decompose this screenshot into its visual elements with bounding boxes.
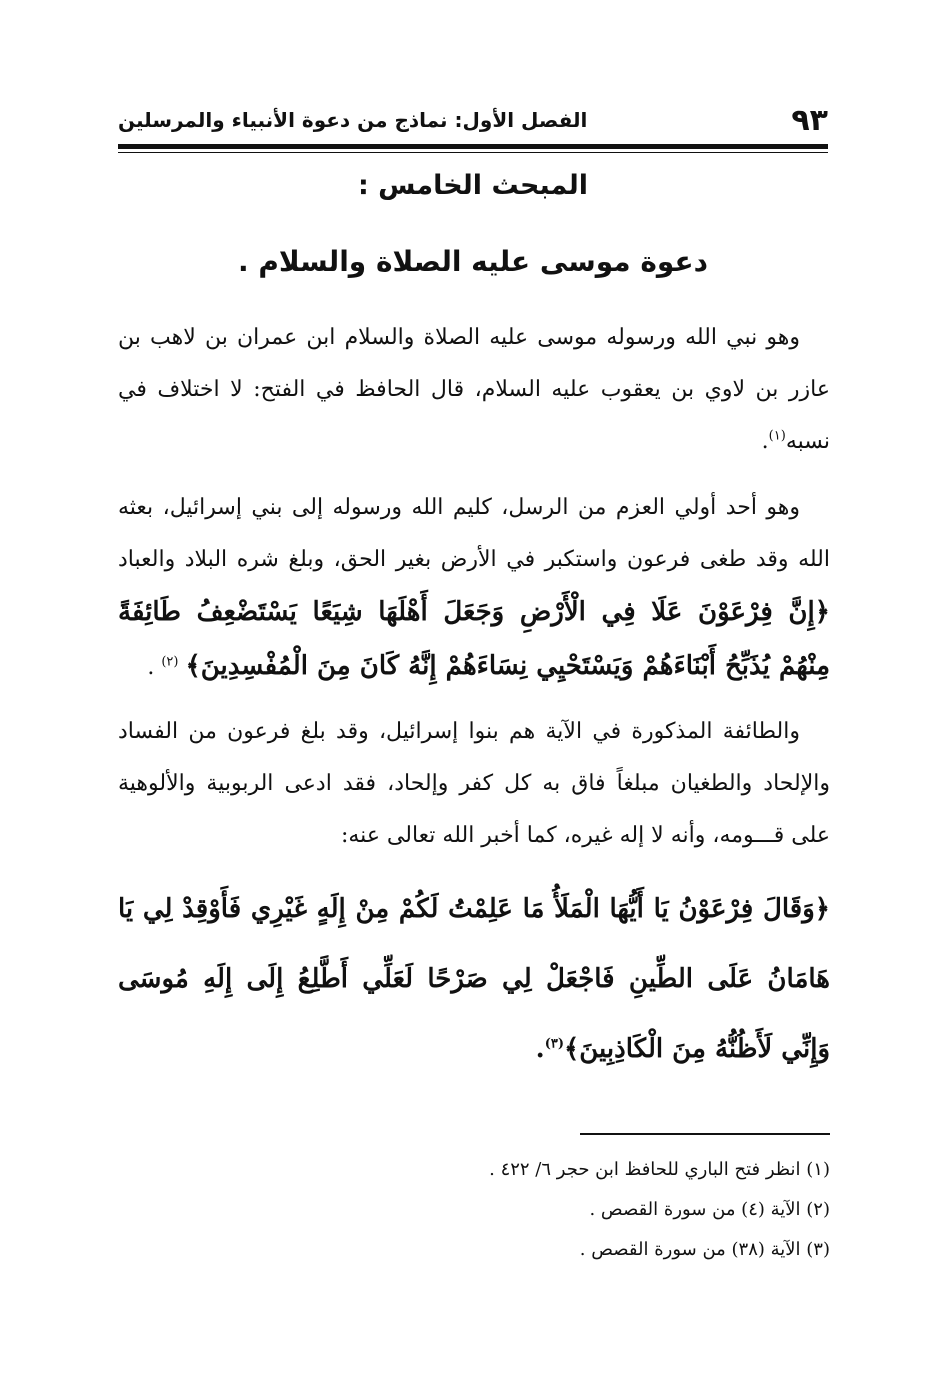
- header-rule-thin: [118, 152, 828, 153]
- quran-verse-block: [118, 874, 830, 1084]
- paragraph-mission: [118, 482, 830, 694]
- sentence-end: .: [147, 655, 155, 680]
- footnote-2: (٢) الآية (٤) من سورة القصص .: [589, 1199, 830, 1220]
- paragraph-lineage: [118, 312, 830, 468]
- paragraph-text: وهو نبي الله ورسوله موسى عليه الصلاة والسلام ابن عمران بن لاهب بن عازر بن لاوي بن يعقوب عليه السلام، قال الحافظ في الفتح: لا اختلاف في نسبه: [118, 325, 830, 454]
- paragraph-text: وهو أحد أولي العزم من الرسل، كليم الله ورسوله إلى بني إسرائيل، بعثه الله وقد طغى فرعون واستكبر في الأرض بغير الحق، وبلغ شره البلاد والعباد: [118, 495, 830, 572]
- footnote-separator: [580, 1133, 830, 1135]
- paragraph-pharaoh: [118, 706, 830, 862]
- sentence-end: .: [761, 429, 769, 454]
- sentence-end: .: [535, 1034, 545, 1064]
- section-subtitle: دعوة موسى عليه الصلاة والسلام .: [238, 245, 708, 278]
- footnotes: [118, 1150, 830, 1270]
- footnote-3: (٣) الآية (٣٨) من سورة القصص .: [579, 1239, 830, 1260]
- page-body: [118, 312, 830, 1084]
- footnote-ref: (٢): [161, 654, 179, 670]
- page-header: [118, 100, 828, 140]
- paragraph-text: والطائفة المذكورة في الآية هم بنوا إسرائيل، وقد بلغ فرعون من الفساد والإلحاد والطغيان مبلغاً فاق به كل كفر وإلحاد، فقد ادعى الربوبية والألوهية على قـــومه، وأنه لا إله غيره، كما أخبر الله تعالى عنه:: [118, 719, 830, 848]
- footnote-1: (١) انظر فتح الباري للحافظ ابن حجر ٦/ ٤٢٢ .: [489, 1159, 830, 1180]
- quran-verse: ﴿وَقَالَ فِرْعَوْنُ يَا أَيُّهَا الْمَلَأُ مَا عَلِمْتُ لَكُمْ مِنْ إِلَهٍ غَيْرِي فَأَوْقِدْ لِي يَا هَامَانُ عَلَى الطِّينِ فَاجْعَلْ لِي صَرْحًا لَعَلِّي أَطَّلِعُ إِلَى إِلَهِ مُوسَى وَإِنِّي لَأَظُنُّهُ مِنَ الْكَاذِبِينَ﴾: [118, 894, 830, 1064]
- header-rule-thick: [118, 144, 828, 149]
- quran-verse: ﴿إِنَّ فِرْعَوْنَ عَلَا فِي الْأَرْضِ وَجَعَلَ أَهْلَهَا شِيَعًا يَسْتَضْعِفُ طَائِفَةً مِنْهُمْ يُذَبِّحُ أَبْنَاءَهُمْ وَيَسْتَحْيِي نِسَاءَهُمْ إِنَّهُ كَانَ مِنَ الْمُفْسِدِينَ﴾: [118, 597, 830, 681]
- footnote-ref: (٣): [544, 1036, 565, 1052]
- running-title: الفصل الأول: نماذج من دعوة الأنبياء والمرسلين: [118, 108, 588, 132]
- section-title: المبحث الخامس :: [357, 170, 589, 201]
- footnote-ref: (١): [768, 428, 786, 444]
- page-number: ٩٣: [791, 102, 828, 138]
